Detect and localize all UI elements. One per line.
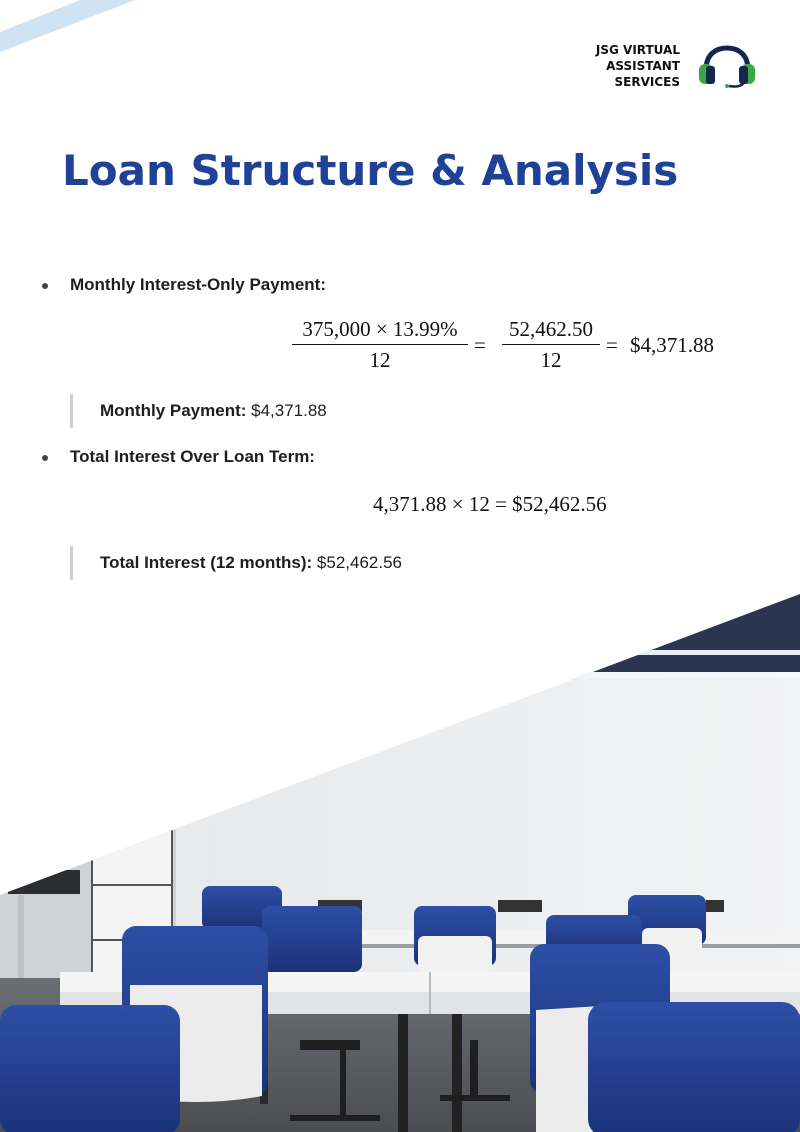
section-2-label-text: Total Interest Over Loan Term:	[70, 447, 315, 466]
fraction-2-numerator: 52,462.50	[502, 318, 600, 345]
section-1-label-text: Monthly Interest-Only Payment:	[70, 275, 326, 294]
logo-line-3: SERVICES	[614, 75, 680, 89]
page-title: Loan Structure & Analysis	[62, 146, 679, 195]
equals-sign-2: =	[606, 333, 618, 357]
equals-sign-1: =	[474, 333, 486, 357]
fraction-1-denominator: 12	[369, 348, 391, 372]
callout-key: Monthly Payment:	[100, 401, 247, 420]
fraction-2-denominator: 12	[540, 348, 562, 372]
logo-line-1: JSG VIRTUAL	[595, 43, 680, 57]
total-interest-equation: 4,371.88 × 12 = $52,462.56	[373, 492, 607, 516]
equation-result: $4,371.88	[630, 333, 714, 357]
callout-value: $52,462.56	[312, 553, 403, 572]
callout-key: Total Interest (12 months):	[100, 553, 313, 572]
logo-line-2: ASSISTANT	[606, 59, 680, 73]
fraction-1-numerator: 375,000 × 13.99%	[292, 318, 468, 345]
callout-value: $4,371.88	[246, 401, 327, 420]
